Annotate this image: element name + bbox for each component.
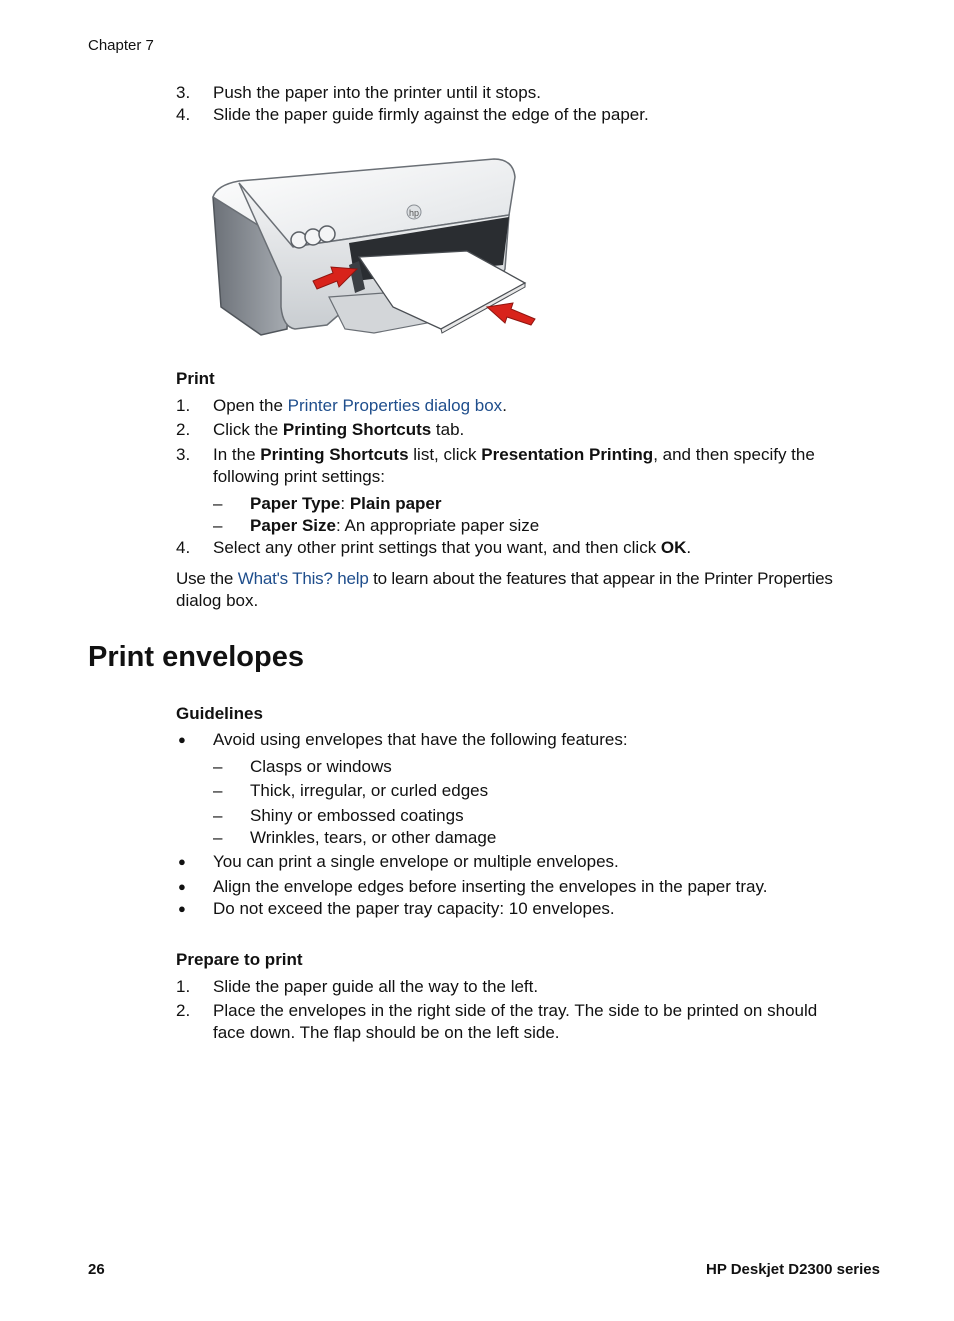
step-text-bold: Printing Shortcuts: [282, 420, 432, 439]
step-text-mid: list, click: [408, 445, 482, 464]
help-post: to learn about the features that appear in the Printer Properties: [368, 569, 833, 588]
step-number: 2.: [176, 420, 191, 439]
hp-logo: hp: [408, 208, 420, 218]
step-text-continued: following print settings:: [213, 467, 385, 486]
feature-item: Clasps or windows: [250, 757, 392, 776]
page-number: 26: [88, 1261, 105, 1278]
step-text-pre: Select any other print settings that you want, and then click: [213, 538, 661, 557]
help-pre: Use the: [176, 569, 238, 588]
step-text: Slide the paper guide firmly against the edge of the paper.: [213, 105, 649, 124]
step-number: 1.: [176, 396, 191, 415]
step-text-post: tab.: [431, 420, 465, 439]
printer-properties-link[interactable]: Printer Properties dialog box: [287, 396, 503, 415]
step-text: Place the envelopes in the right side of the tray. The side to be printed on should: [213, 1001, 818, 1020]
print-heading: Print: [176, 369, 215, 388]
bullet-icon: ●: [178, 854, 186, 869]
chapter-header: Chapter 7: [88, 37, 154, 54]
list-item: Do not exceed the paper tray capacity: 10 envelopes.: [213, 899, 615, 918]
bullet-icon: ●: [178, 879, 186, 894]
step-text-bold: Presentation Printing: [481, 445, 654, 464]
feature-item: Shiny or embossed coatings: [250, 806, 464, 825]
guidelines-heading: Guidelines: [176, 704, 263, 723]
setting-sep: :: [340, 494, 350, 513]
dash-marker: –: [213, 828, 223, 847]
feature-item: Wrinkles, tears, or other damage: [250, 828, 497, 847]
dash-marker: –: [213, 806, 223, 825]
step-text-pre: In the: [213, 445, 261, 464]
list-item: Avoid using envelopes that have the following features:: [213, 730, 628, 749]
prepare-heading: Prepare to print: [176, 950, 303, 969]
dash-marker: –: [213, 781, 223, 800]
step-text-post: .: [502, 396, 507, 415]
bullet-icon: ●: [178, 901, 186, 916]
setting-sep: : An appropriate paper size: [336, 516, 540, 535]
page-title: Print envelopes: [88, 641, 304, 673]
step-number: 3.: [176, 445, 191, 464]
setting-item: [250, 493, 441, 515]
step-text: [213, 395, 507, 417]
setting-label: Paper Size: [250, 516, 336, 535]
step-text-pre: Click the: [213, 420, 283, 439]
step-text: [213, 419, 464, 441]
step-number: 4.: [176, 538, 191, 557]
step-text-pre: Open the: [213, 396, 288, 415]
setting-item: [250, 515, 539, 537]
step-number: 1.: [176, 977, 191, 996]
feature-item: Thick, irregular, or curled edges: [250, 781, 489, 800]
whats-this-help-link[interactable]: What's This? help: [237, 569, 369, 588]
step-text-post: .: [686, 538, 692, 557]
setting-value: Plain paper: [349, 494, 442, 513]
help-paragraph: [176, 568, 833, 590]
step-text-continued: face down. The flap should be on the left side.: [213, 1023, 560, 1042]
step-text: Push the paper into the printer until it stops.: [213, 83, 541, 102]
dash-marker: –: [213, 516, 223, 535]
dash-marker: –: [213, 494, 223, 513]
footer-product: HP Deskjet D2300 series: [705, 1261, 880, 1278]
help-paragraph-continued: dialog box.: [176, 591, 259, 610]
setting-label: Paper Type: [250, 494, 341, 513]
step-text-post: , and then specify the: [653, 445, 815, 464]
printer-illustration: [209, 157, 539, 337]
list-item: You can print a single envelope or multiple envelopes.: [213, 852, 619, 871]
bullet-icon: ●: [178, 732, 186, 747]
step-text: [213, 444, 815, 466]
list-item: Align the envelope edges before inserting the envelopes in the paper tray.: [213, 877, 768, 896]
step-text-bold: OK: [660, 538, 687, 557]
step-text: [213, 537, 691, 559]
dash-marker: –: [213, 757, 223, 776]
step-number: 2.: [176, 1001, 191, 1020]
step-number: 4.: [176, 105, 191, 124]
step-text: Slide the paper guide all the way to the left.: [213, 977, 539, 996]
step-text-bold: Printing Shortcuts: [260, 445, 409, 464]
step-number: 3.: [176, 83, 191, 102]
printer-image: [209, 157, 539, 337]
